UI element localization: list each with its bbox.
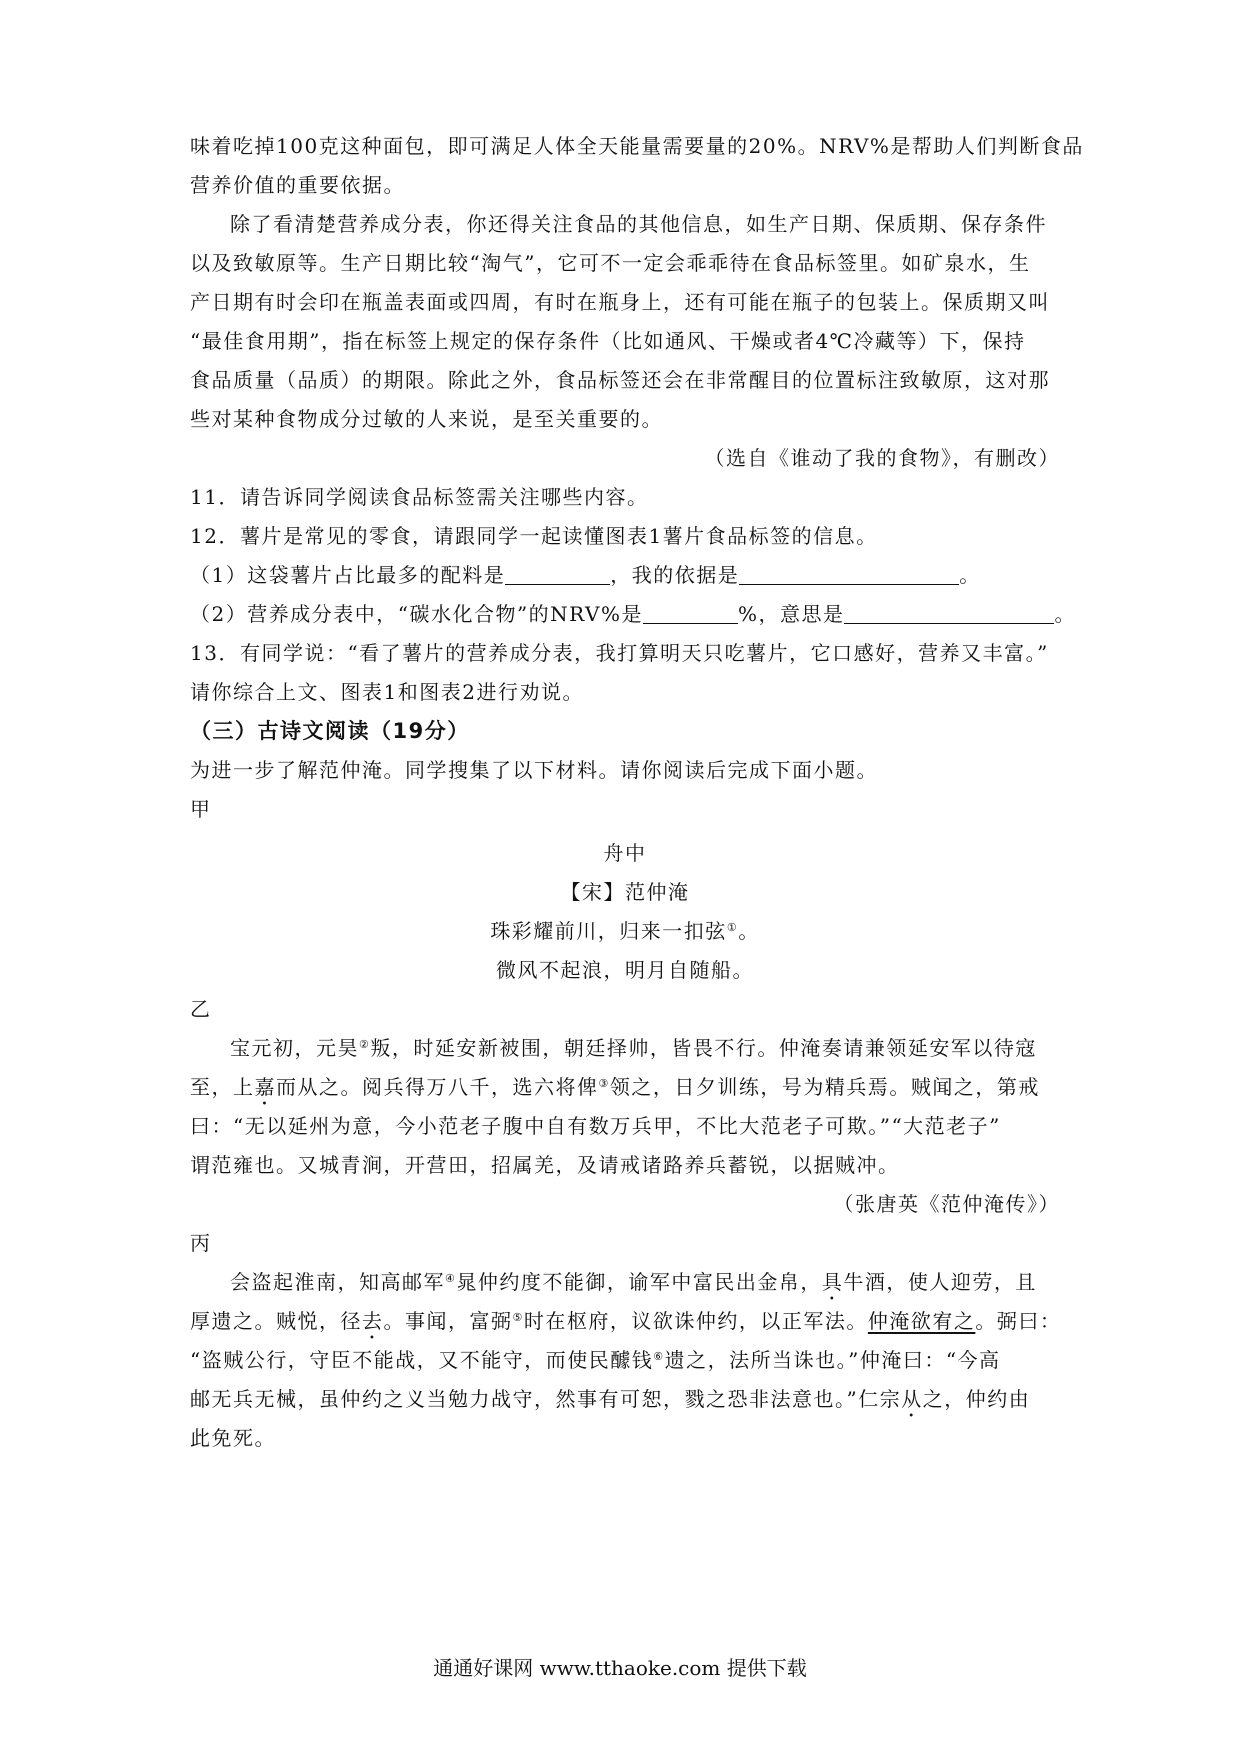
- passage-line: [190, 1306, 1060, 1344]
- source-citation: （张唐英《范仲淹传》）: [833, 1192, 1060, 1216]
- question-13: 请你综合上文、图表1和图表2进行劝说。: [190, 680, 584, 704]
- source-citation: （选自《谁动了我的食物》，有删改）: [704, 446, 1060, 470]
- note-marker: ⑤: [512, 1311, 524, 1324]
- passage-line: 些对某种食物成分过敏的人来说，是至关重要的。: [190, 407, 663, 431]
- text: 。事闻，富弼: [383, 1309, 513, 1333]
- passage-line: 食品质量（品质）的期限。除此之外，食品标签还会在非常醒目的位置标注致敏原，这对那: [190, 368, 1050, 392]
- text: 。弼曰：: [975, 1309, 1062, 1333]
- text: 厚遗之。贼悦，径: [190, 1309, 362, 1333]
- text: 叛，时延安新被围，朝廷择帅，皆畏不行。仲淹奏请兼领延安军以待寇: [370, 1036, 1037, 1060]
- text: 晁仲约度不能御，谕军中富民出金帛，: [456, 1270, 822, 1294]
- text: “盗贼公行，守臣不能战，又不能守，而使民醵钱: [190, 1348, 654, 1372]
- passage-line: 营养价值的重要依据。: [190, 173, 405, 197]
- poem-title: 舟中: [603, 841, 647, 865]
- question-text: 。: [959, 563, 981, 587]
- note-marker: ①: [726, 921, 739, 934]
- text: 宝元初，元昊: [230, 1036, 359, 1060]
- question-text: %，意思是: [737, 602, 845, 626]
- passage-line: 味着吃掉100克这种面包，即可满足人体全天能量需要量的20%。NRV%是帮助人们判断食品: [190, 134, 1084, 158]
- passage-line: 此免死。: [190, 1426, 276, 1450]
- question-text: ，我的依据是: [610, 563, 740, 587]
- answer-blank[interactable]: [505, 562, 610, 585]
- passage-line: [190, 1072, 1060, 1110]
- text: 至，上: [190, 1075, 255, 1099]
- emphasized-char: 去: [362, 1309, 384, 1333]
- poem-text: 。: [738, 919, 760, 943]
- question-12: 12．薯片是常见的零食，请跟同学一起读懂图表1薯片食品标签的信息。: [190, 524, 878, 548]
- passage-line: [190, 1384, 1060, 1422]
- poem-line: [190, 916, 1060, 946]
- passage-line: [190, 1345, 1060, 1375]
- text: 会盗起淮南，知高邮军: [230, 1270, 445, 1294]
- text: 时在枢府，议欲诛仲约，以正军法。: [523, 1309, 868, 1333]
- emphasized-char: 从: [901, 1387, 923, 1411]
- passage-line: 除了看清楚营养成分表，你还得关注食品的其他信息，如生产日期、保质期、保存条件: [230, 212, 1047, 236]
- emphasized-char: 嘉: [254, 1075, 276, 1099]
- text: 邮无兵无械，虽仲约之义当勉力战守，然事有可恕，戮之恐非法意也。”仁宗: [190, 1387, 902, 1411]
- poem-text: 珠彩耀前川，归来一扣弦: [490, 919, 727, 943]
- answer-blank[interactable]: [844, 601, 1054, 624]
- passage-line: [230, 1033, 1100, 1063]
- note-marker: ②: [359, 1038, 371, 1051]
- note-marker: ③: [598, 1077, 610, 1090]
- underlined-sentence: 仲淹欲宥之: [867, 1309, 976, 1333]
- question-text: 。: [1054, 602, 1076, 626]
- material-label: 丙: [190, 1231, 212, 1255]
- question-12-2: [190, 599, 1076, 629]
- text: 牛酒，使人迎劳，且: [843, 1270, 1037, 1294]
- section-intro: 为进一步了解范仲淹。同学搜集了以下材料。请你阅读后完成下面小题。: [190, 758, 878, 782]
- passage-line: [230, 1267, 1100, 1305]
- poem-author: 【宋】范仲淹: [560, 880, 690, 904]
- answer-blank[interactable]: [739, 562, 959, 585]
- passage-line: 以及致敏原等。生产日期比较“淘气”，它可不一定会乖乖待在食品标签里。如矿泉水，生: [190, 251, 1031, 275]
- emphasized-char: 具: [821, 1270, 844, 1294]
- question-text: （2）营养成分表中，“碳水化合物”的NRV%是: [190, 602, 643, 626]
- answer-blank[interactable]: [643, 601, 738, 624]
- material-label: 甲: [190, 797, 212, 821]
- poem-line: 微风不起浪，明月自随船。: [496, 958, 754, 982]
- text: 而从之。阅兵得万八千，选六将俾: [276, 1075, 599, 1099]
- passage-line: 曰：“无以延州为意，今小范老子腹中自有数万兵甲，不比大范老子可欺。”“大范老子”: [190, 1114, 1001, 1138]
- question-text: （1）这袋薯片占比最多的配料是: [190, 563, 506, 587]
- question-13: 13．有同学说：“看了薯片的营养成分表，我打算明天只吃薯片，它口感好，营养又丰富。”: [190, 641, 1049, 665]
- text: 遗之，法所当诛也。”仲淹曰：“今高: [664, 1348, 1001, 1372]
- passage-line: 产日期有时会印在瓶盖表面或四周，有时在瓶身上，还有可能在瓶子的包装上。保质期又叫: [190, 290, 1050, 314]
- passage-line: “最佳食用期”，指在标签上规定的保存条件（比如通风、干燥或者4℃冷藏等）下，保持: [190, 329, 1026, 353]
- section-heading: （三）古诗文阅读（19分）: [190, 719, 470, 743]
- text: 之，仲约由: [922, 1387, 1031, 1411]
- text: 领之，日夕训练，号为精兵焉。贼闻之，第戒: [609, 1075, 1040, 1099]
- note-marker: ④: [445, 1272, 457, 1285]
- question-12-1: [190, 560, 1060, 590]
- material-label: 乙: [190, 997, 212, 1021]
- question-11: 11．请告诉同学阅读食品标签需关注哪些内容。: [190, 485, 649, 509]
- page-footer: 通通好课网 www.tthaoke.com 提供下载: [433, 1656, 807, 1680]
- note-marker: ⑥: [653, 1350, 665, 1363]
- passage-line: 谓范雍也。又城青涧，开营田，招属羌，及请戒诸路养兵蓄锐，以据贼冲。: [190, 1153, 900, 1177]
